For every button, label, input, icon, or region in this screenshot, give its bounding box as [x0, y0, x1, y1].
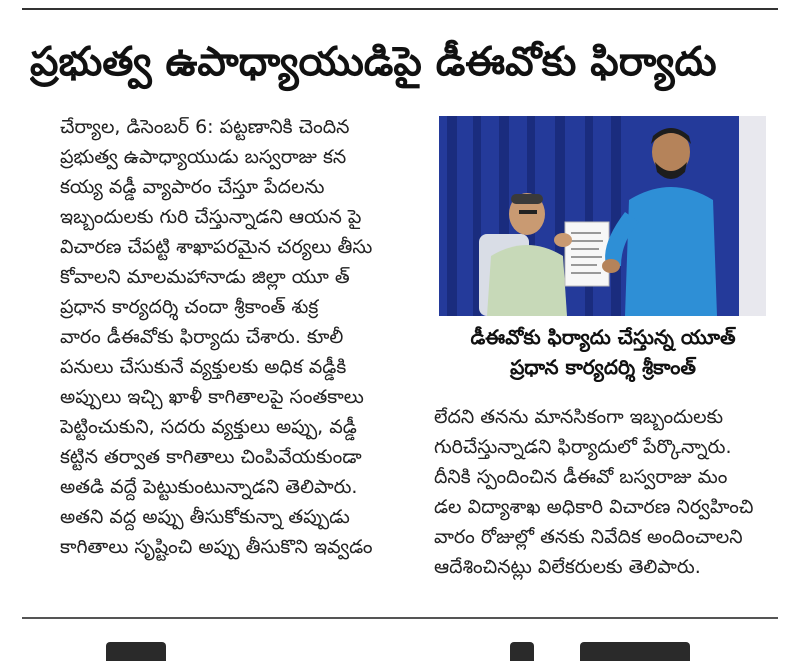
article-line: పనులు చేసుకునే వ్యక్తులకు అధిక వడ్డీకి	[60, 356, 347, 378]
next-article-cropped-headline	[40, 634, 780, 661]
cropped-glyph	[106, 642, 166, 661]
photo-caption	[434, 322, 772, 382]
article-right-column	[434, 402, 782, 582]
article-photo	[439, 116, 766, 316]
official-hand	[554, 233, 572, 247]
article-line: ఆదేశించినట్లు విలేకరులకు తెలిపారు.	[434, 556, 701, 578]
article-line: గురిచేస్తున్నాడని ఫిర్యాదులో పేర్కొన్నారు.	[434, 436, 732, 458]
caption-line-2: ప్రధాన కార్యదర్శి శ్రీకాంత్	[510, 355, 696, 379]
article-line: డల విద్యాశాఖ అధికారి విచారణ నిర్వహించి	[434, 496, 754, 518]
article-line: లేదని తనను మానసికంగా ఇబ్బందులకు	[434, 406, 724, 428]
article-line: దీనికి స్పందించిన డీఈవో బస్వరాజు మం	[434, 466, 728, 488]
article-line: ఇబ్బందులకు గురి చేస్తున్నాడని ఆయన పై	[60, 206, 362, 228]
article-line: అప్పులు ఇచ్చి ఖాళీ కాగితాలపై సంతకాలు	[60, 386, 364, 408]
bottom-rule	[22, 617, 778, 619]
complaint-paper	[565, 222, 609, 286]
article-line: కట్టిన తర్వాత కాగితాలు చింపివేయకుండా	[60, 446, 362, 468]
complaint-photo-illustration	[439, 116, 766, 316]
article-line: కయ్య వడ్డీ వ్యాపారం చేస్తూ పేదలను	[60, 176, 325, 198]
article-line: కోవాలని మాలమహానాడు జిల్లా యూ త్	[60, 266, 350, 288]
article-line: విచారణ చేపట్టి శాఖాపరమైన చర్యలు తీసు	[60, 236, 373, 258]
article-line: అతని వద్ద అప్పు తీసుకోకున్నా తప్పుడు	[60, 506, 350, 528]
article-line: వారం డీఈవోకు ఫిర్యాదు చేశారు. కూలీ	[60, 326, 344, 348]
article-line: వారం రోజుల్లో తనకు నివేదిక అందించాలని	[434, 526, 743, 548]
article-left-column	[60, 112, 416, 562]
article-line: ప్రభుత్వ ఉపాధ్యాయుడు బస్వరాజు కన	[60, 146, 347, 168]
caption-line-1: డీఈవోకు ఫిర్యాదు చేస్తున్న యూత్	[470, 325, 736, 349]
article-headline: ప్రభుత్వ ఉపాధ్యాయుడిపై డీఈవోకు ఫిర్యాదు	[30, 39, 717, 85]
cropped-glyph	[580, 642, 690, 661]
article-line: పెట్టించుకుని, సదరు వ్యక్తులు అప్పు, వడ్డీ	[60, 416, 357, 438]
article-line: ప్రధాన కార్యదర్శి చందా శ్రీకాంత్ శుక్ర	[60, 296, 319, 318]
cropped-glyph	[510, 642, 534, 661]
youth-hand	[602, 259, 620, 273]
article-line: చేర్యాల, డిసెంబర్ 6: పట్టణానికి చెందిన	[60, 116, 350, 138]
top-rule	[22, 8, 778, 10]
article-line: కాగితాలు సృష్టించి అప్పు తీసుకొని ఇవ్వడం	[60, 536, 373, 558]
article-line: అతడి వద్దే పెట్టుకుంటున్నాడని తెలిపారు.	[60, 476, 358, 498]
